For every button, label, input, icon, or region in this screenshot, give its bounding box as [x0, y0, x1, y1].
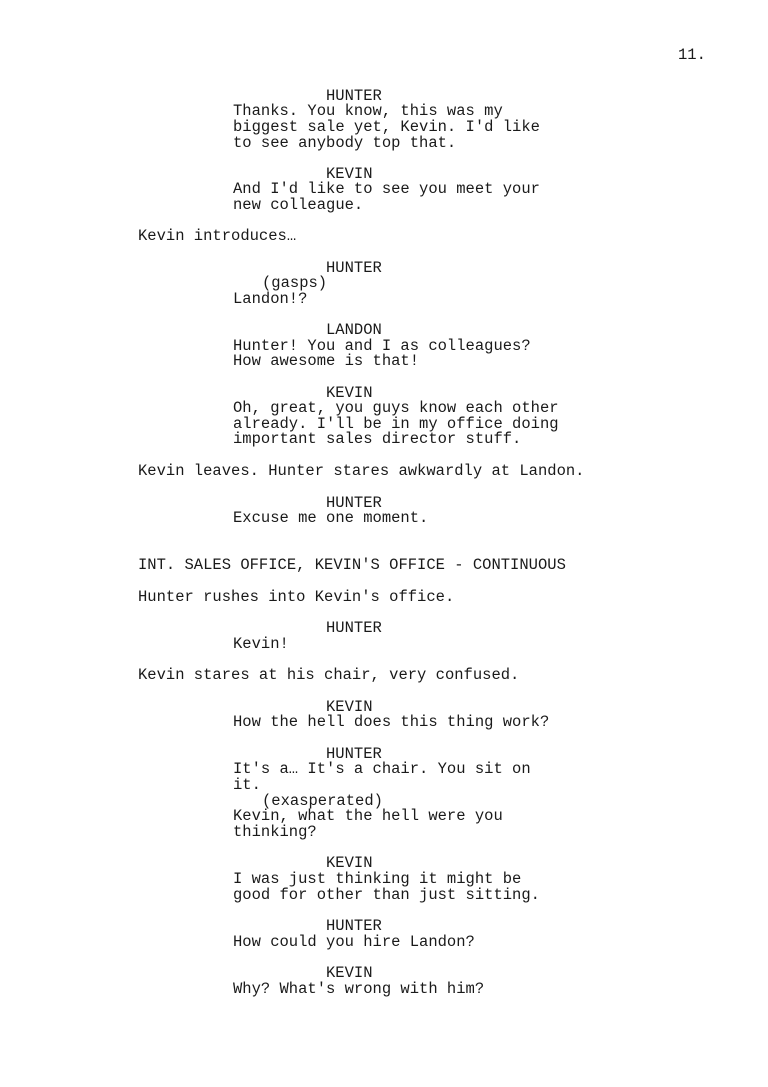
dialogue-line: already. I'll be in my office doing: [233, 415, 559, 433]
character-name: HUNTER: [326, 745, 382, 763]
character-name: KEVIN: [326, 165, 373, 183]
dialogue-line: it.: [233, 776, 261, 794]
parenthetical: (exasperated): [262, 792, 383, 810]
dialogue-line: to see anybody top that.: [233, 134, 457, 152]
dialogue-line: I was just thinking it might be: [233, 870, 522, 888]
dialogue-line: Kevin!: [233, 635, 289, 653]
dialogue-line: Thanks. You know, this was my: [233, 102, 503, 120]
dialogue-line: It's a… It's a chair. You sit on: [233, 760, 531, 778]
character-name: HUNTER: [326, 259, 382, 277]
dialogue-line: Landon!?: [233, 290, 308, 308]
dialogue-line: important sales director stuff.: [233, 430, 522, 448]
character-name: HUNTER: [326, 619, 382, 637]
action-line: Kevin leaves. Hunter stares awkwardly at Landon.: [138, 462, 585, 480]
dialogue-line: How could you hire Landon?: [233, 933, 475, 951]
page-number: 11.: [678, 46, 706, 64]
dialogue-line: Why? What's wrong with him?: [233, 980, 485, 998]
dialogue-line: thinking?: [233, 823, 317, 841]
character-name: KEVIN: [326, 384, 373, 402]
dialogue-line: Kevin, what the hell were you: [233, 807, 503, 825]
character-name: LANDON: [326, 321, 382, 339]
character-name: HUNTER: [326, 494, 382, 512]
action-line: Kevin stares at his chair, very confused.: [138, 666, 520, 684]
dialogue-line: good for other than just sitting.: [233, 886, 540, 904]
dialogue-line: Excuse me one moment.: [233, 509, 429, 527]
parenthetical: (gasps): [262, 274, 328, 292]
dialogue-line: new colleague.: [233, 196, 364, 214]
character-name: KEVIN: [326, 964, 373, 982]
character-name: KEVIN: [326, 854, 373, 872]
action-line: Hunter rushes into Kevin's office.: [138, 588, 455, 606]
dialogue-line: How awesome is that!: [233, 352, 420, 370]
dialogue-line: biggest sale yet, Kevin. I'd like: [233, 118, 540, 136]
dialogue-line: Oh, great, you guys know each other: [233, 399, 559, 417]
character-name: HUNTER: [326, 87, 382, 105]
dialogue-line: How the hell does this thing work?: [233, 713, 550, 731]
scene-heading: INT. SALES OFFICE, KEVIN'S OFFICE - CONTINUOUS: [138, 556, 566, 574]
character-name: HUNTER: [326, 917, 382, 935]
dialogue-line: And I'd like to see you meet your: [233, 180, 540, 198]
action-line: Kevin introduces…: [138, 227, 297, 245]
dialogue-line: Hunter! You and I as colleagues?: [233, 337, 531, 355]
character-name: KEVIN: [326, 698, 373, 716]
